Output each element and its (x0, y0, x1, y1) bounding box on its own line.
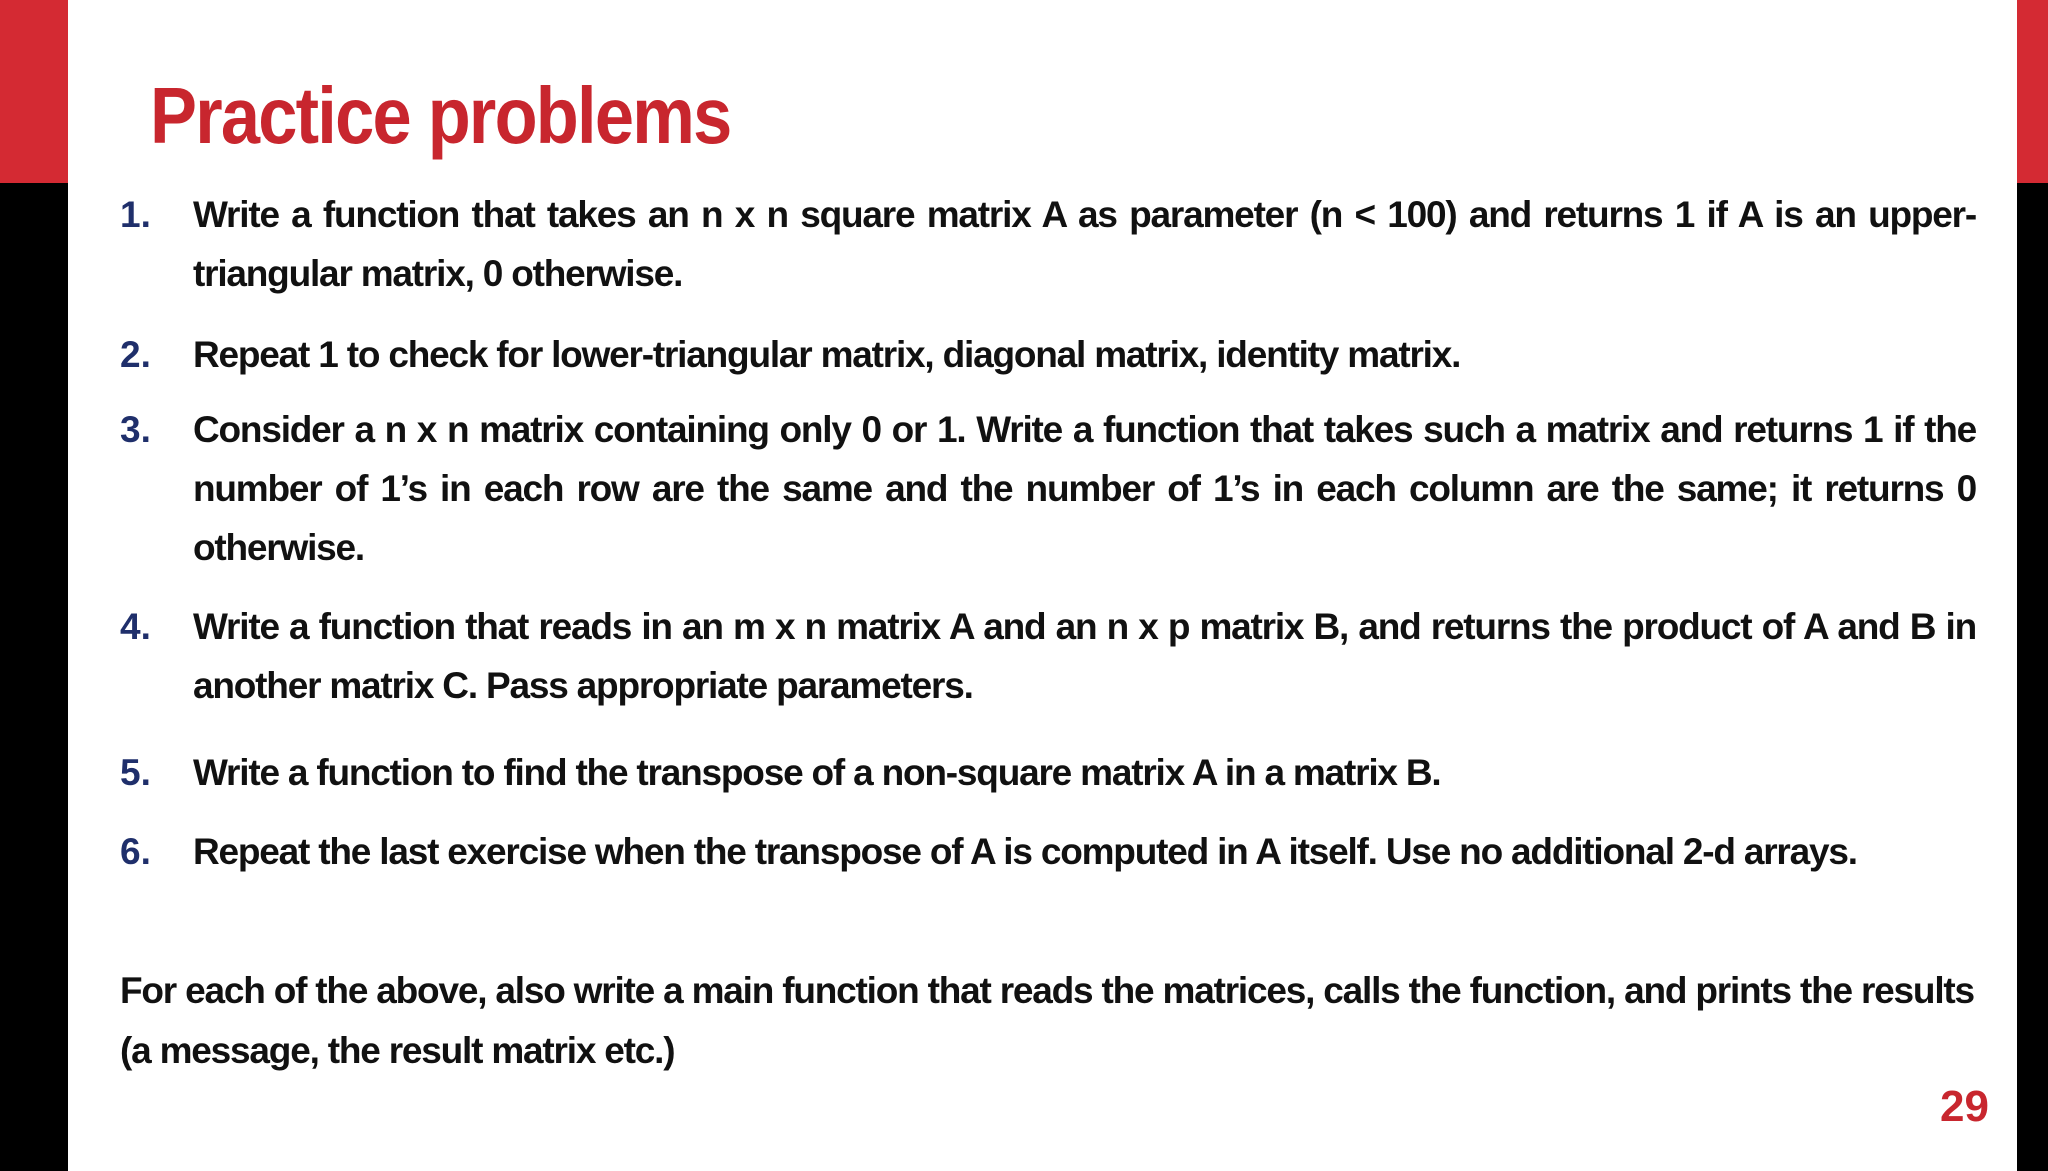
problem-item-1 (120, 185, 1976, 303)
problem-text: Write a function that reads in an m x n matrix A and an n x p matrix B, and returns the product of A and B in another matrix C. Pass appropriate parameters. (193, 606, 1976, 706)
left-accent-bar-black (0, 183, 68, 1171)
problem-list (120, 185, 1976, 881)
page-number: 29 (1940, 1082, 1989, 1131)
problem-text: Repeat the last exercise when the transpose of A is computed in A itself. Use no additional 2-d arrays. (193, 831, 1857, 872)
right-accent-bar-black (2017, 183, 2048, 1171)
problem-number: 3. (120, 409, 151, 450)
problem-item-3 (120, 400, 1976, 577)
problem-text: Write a function that takes an n x n square matrix A as parameter (n < 100) and returns 1 if A is an upper-triangular matrix, 0 otherwise. (193, 194, 1976, 294)
problem-text: Consider a n x n matrix containing only 0 or 1. Write a function that takes such a matrix and returns 1 if the number of 1’s in each row are the same and the number of 1’s in each column are the same; it returns 0 otherwise. (193, 409, 1976, 568)
problem-item-2 (120, 325, 1976, 384)
slide-title: Practice problems (150, 71, 731, 160)
right-accent-bar-red (2017, 0, 2048, 183)
problem-item-4 (120, 597, 1976, 715)
footer-note: For each of the above, also write a main function that reads the matrices, calls the function, and prints the results (a message, the result matrix etc.) (120, 970, 1974, 1071)
problem-number: 6. (120, 831, 151, 872)
left-accent-bar-red (0, 0, 68, 183)
problem-item-5 (120, 743, 1976, 802)
problem-number: 2. (120, 334, 151, 375)
problem-number: 5. (120, 752, 151, 793)
problem-number: 4. (120, 606, 151, 647)
problem-number: 1. (120, 194, 151, 235)
problem-text: Write a function to find the transpose of a non-square matrix A in a matrix B. (193, 752, 1441, 793)
problem-item-6 (120, 822, 1976, 881)
problem-text: Repeat 1 to check for lower-triangular matrix, diagonal matrix, identity matrix. (193, 334, 1461, 375)
